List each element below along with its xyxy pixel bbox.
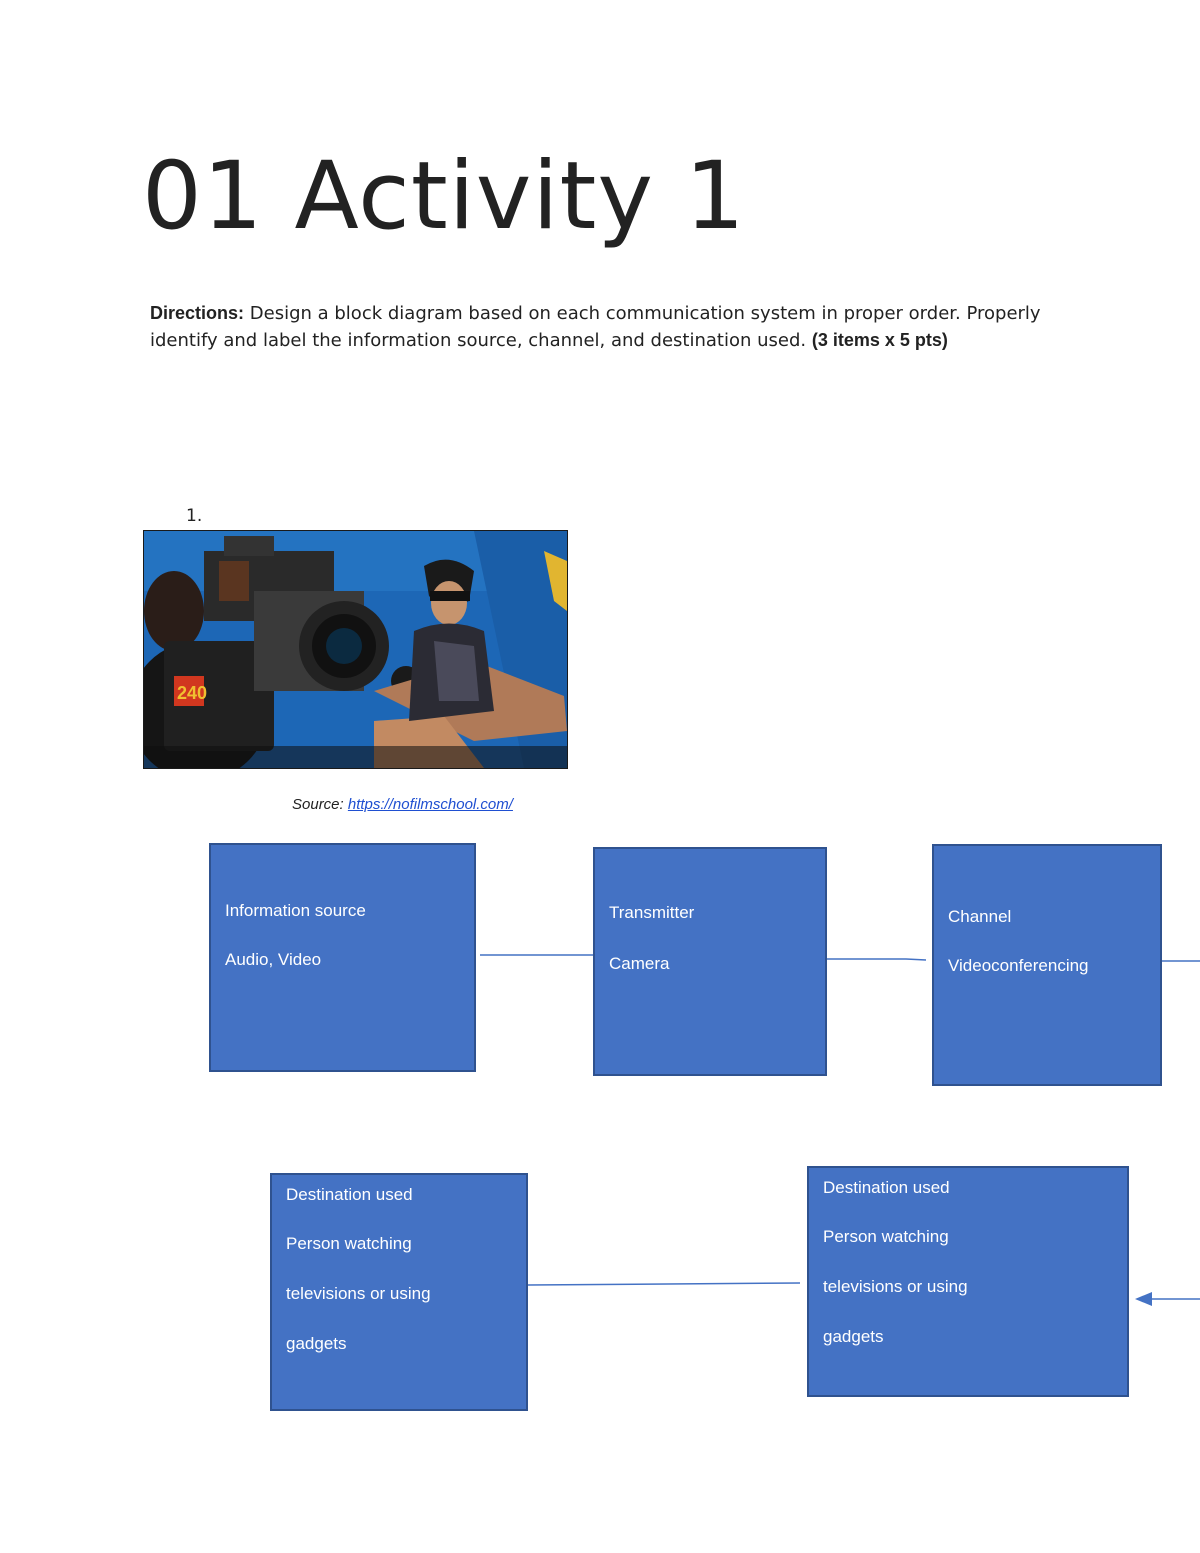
block-line: Person watching <box>823 1227 949 1246</box>
block-line: televisions or using <box>823 1277 968 1296</box>
block-line: televisions or using <box>286 1284 431 1303</box>
directions-text: Design a block diagram based on each communication system in proper order. Properly identify and label the information source, channel, and destination used. <box>150 303 1041 351</box>
block-heading: Information source <box>225 901 366 920</box>
source-label: Source: <box>292 796 348 813</box>
destination-block-right <box>807 1166 1129 1397</box>
block-heading: Channel <box>948 907 1012 926</box>
block-value: Audio, Video <box>225 950 322 969</box>
source-link[interactable]: https://nofilmschool.com/ <box>347 796 513 813</box>
block-line: gadgets <box>286 1334 347 1353</box>
item-number: 1. <box>186 506 203 526</box>
block-line: gadgets <box>823 1327 884 1346</box>
film-camera-photo <box>143 530 568 769</box>
image-source <box>292 796 513 813</box>
arrowhead-icon <box>1135 1292 1152 1306</box>
directions-label: Directions: <box>150 303 245 323</box>
directions-points: (3 items x 5 pts) <box>811 330 948 350</box>
connector-transmitter-channel <box>827 959 926 960</box>
information-source-block <box>209 843 476 1072</box>
block-line: Person watching <box>286 1234 412 1253</box>
block-value: Videoconferencing <box>948 956 1089 975</box>
block-heading: Destination used <box>823 1178 950 1197</box>
battery-badge: 240 <box>177 683 208 703</box>
page-title: 01 Activity 1 <box>142 142 746 251</box>
transmitter-block <box>593 847 827 1076</box>
channel-block <box>932 844 1162 1086</box>
block-heading: Destination used <box>286 1185 413 1204</box>
block-value: Camera <box>609 954 670 973</box>
destination-block-left <box>270 1173 528 1411</box>
connector-destinations <box>528 1283 800 1285</box>
directions <box>150 300 1070 354</box>
block-heading: Transmitter <box>609 903 695 922</box>
